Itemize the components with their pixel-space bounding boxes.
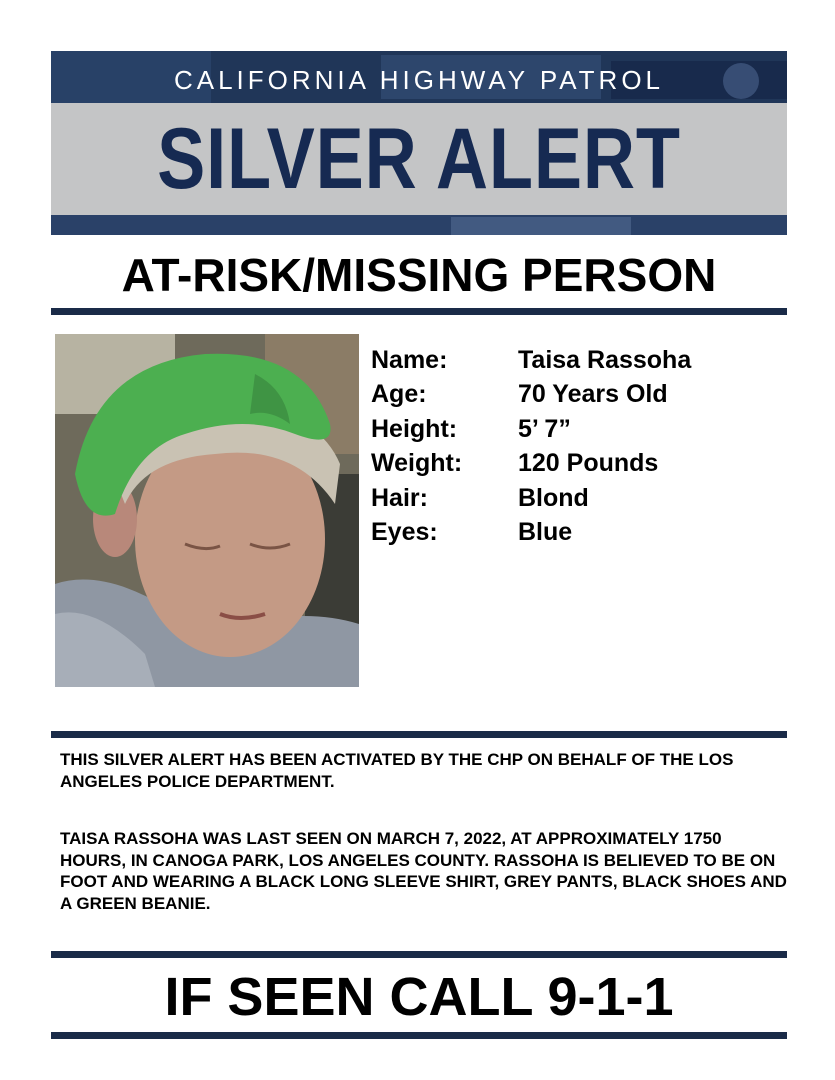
alert-header — [51, 51, 787, 235]
detail-label: Age: — [371, 380, 427, 409]
detail-label: Hair: — [371, 483, 428, 512]
detail-label: Name: — [371, 345, 448, 374]
detail-value: 120 Pounds — [518, 449, 659, 478]
alert-title: SILVER ALERT — [157, 111, 681, 207]
last-seen-paragraph: TAISA RASSOHA WAS LAST SEEN ON MARCH 7, 2022, AT APPROXIMATELY 1750 HOURS, IN CANOGA PARK, LOS ANGELES COUNTY. RASSOHA IS BELIEVED TO BE ON FOOT AND WEARING A BLACK LONG SLEEVE SHIRT, GREY PANTS, BLACK SHOES AND A GREEN BEANIE. — [60, 829, 787, 913]
detail-value: Taisa Rassoha — [518, 345, 692, 374]
detail-label: Weight: — [371, 449, 463, 478]
divider-bottom — [51, 1032, 787, 1039]
detail-value: Blond — [518, 483, 589, 512]
detail-row-weight — [371, 447, 691, 482]
detail-row-age — [371, 378, 691, 413]
silver-band — [51, 103, 787, 215]
divider-lower — [51, 951, 787, 958]
detail-label: Height: — [371, 414, 458, 443]
detail-row-hair — [371, 481, 691, 516]
person-photo — [55, 334, 359, 687]
divider-middle — [51, 731, 787, 738]
headline: AT-RISK/MISSING PERSON — [121, 249, 717, 301]
person-details — [371, 343, 691, 550]
person-photo-illustration — [55, 334, 359, 687]
call-to-action: IF SEEN CALL 9-1-1 — [164, 967, 674, 1027]
detail-value: Blue — [518, 518, 573, 547]
divider-top — [51, 308, 787, 315]
agency-name: CALIFORNIA HIGHWAY PATROL — [173, 65, 665, 95]
detail-row-name — [371, 343, 691, 378]
detail-label: Eyes: — [371, 518, 438, 547]
detail-value: 5’ 7” — [518, 414, 571, 443]
detail-value: 70 Years Old — [518, 380, 668, 409]
activation-paragraph: THIS SILVER ALERT HAS BEEN ACTIVATED BY THE CHP ON BEHALF OF THE LOS ANGELES POLICE DEPARTMENT. — [60, 750, 734, 791]
detail-row-eyes — [371, 516, 691, 551]
detail-row-height — [371, 412, 691, 447]
